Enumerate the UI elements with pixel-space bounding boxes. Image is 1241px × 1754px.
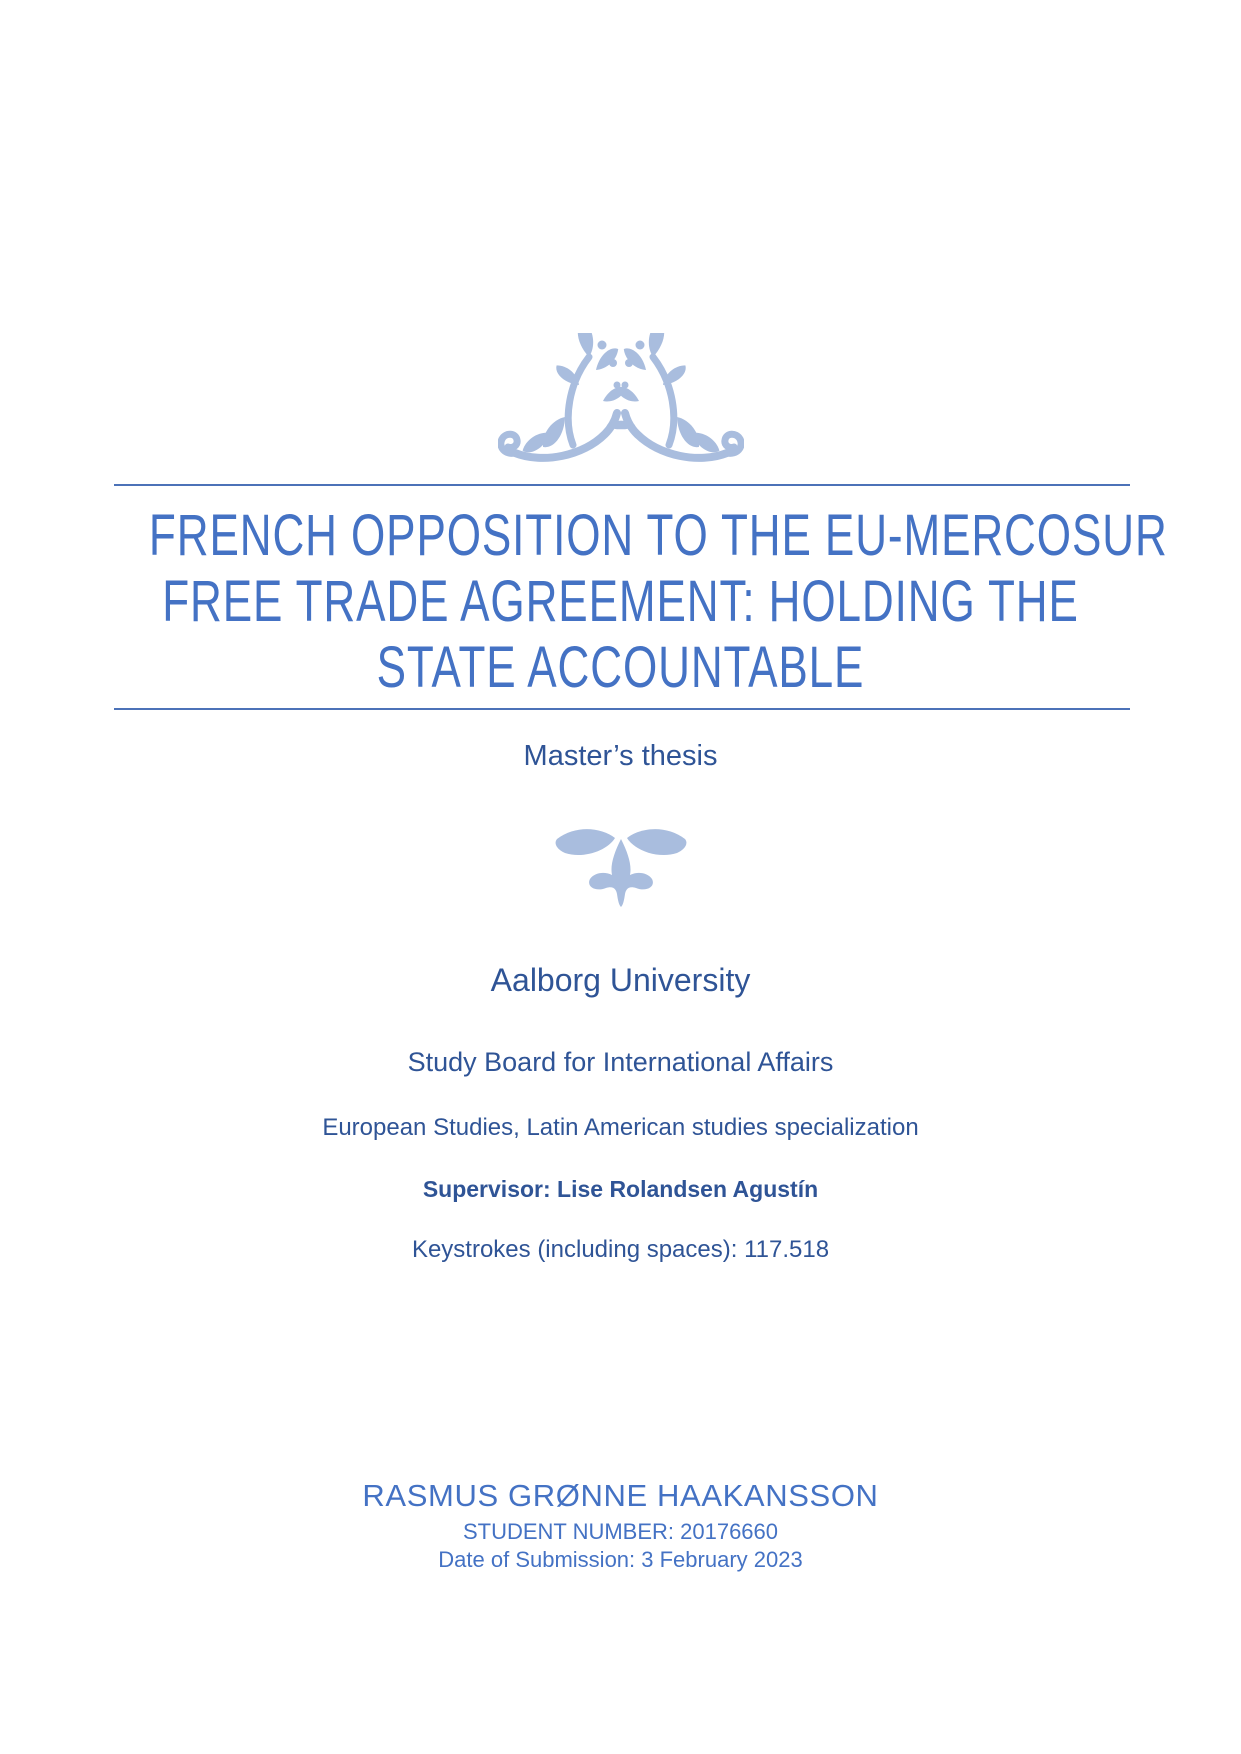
thesis-title-line: FREE TRADE AGREEMENT: HOLDING THE	[162, 569, 1079, 634]
title-bottom-divider	[114, 708, 1130, 710]
floral-flourish-pair-icon	[0, 333, 1241, 463]
author-name: RASMUS GRØNNE HAAKANSSON	[362, 1478, 879, 1513]
thesis-title-line: STATE ACCOUNTABLE	[376, 635, 865, 700]
thesis-title	[0, 503, 1241, 701]
student-number-line: STUDENT NUMBER: 20176660	[462, 1519, 779, 1544]
keystrokes-line: Keystrokes (including spaces): 117.518	[411, 1236, 830, 1263]
institution-name: Aalborg University	[490, 962, 751, 998]
program-specialization-line: European Studies, Latin American studies specialization	[322, 1114, 919, 1141]
fleuron-leaf-icon	[0, 823, 1241, 909]
supervisor-line: Supervisor: Lise Rolandsen Agustín	[422, 1176, 819, 1202]
thesis-subtitle: Master’s thesis	[523, 740, 718, 772]
thesis-title-line: FRENCH OPPOSITION TO THE EU-MERCOSUR	[148, 503, 1168, 568]
title-top-divider	[114, 484, 1130, 486]
submission-date-line: Date of Submission: 3 February 2023	[438, 1547, 803, 1572]
study-board-line: Study Board for International Affairs	[407, 1047, 834, 1077]
